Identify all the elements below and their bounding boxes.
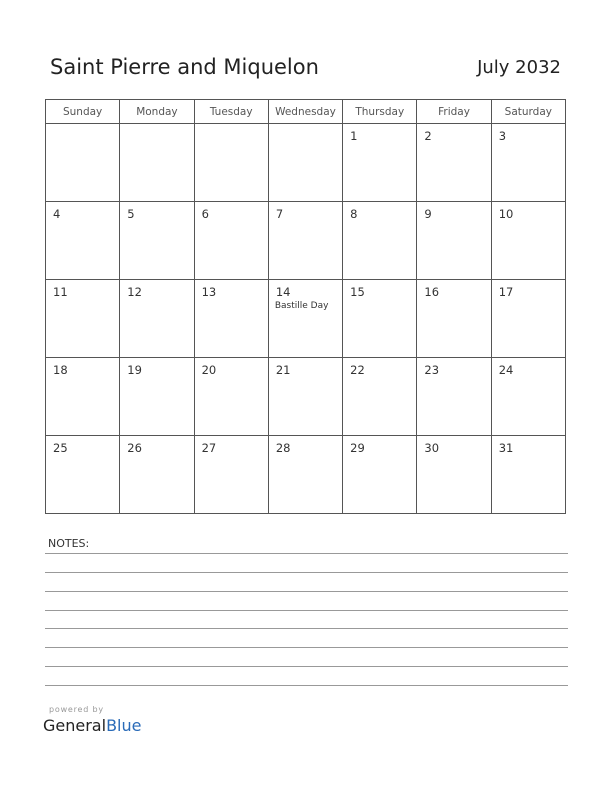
- week-row: [46, 358, 566, 436]
- day-cell: [194, 436, 268, 514]
- day-number: 22: [350, 363, 365, 377]
- day-number: 27: [201, 441, 217, 455]
- day-number: 23: [424, 363, 440, 377]
- notes-line: [45, 666, 568, 667]
- day-number: 16: [424, 285, 440, 299]
- day-number: 19: [127, 363, 142, 377]
- day-cell: [120, 202, 194, 280]
- weekday-sunday: Sunday: [46, 100, 120, 124]
- day-cell: [120, 436, 194, 514]
- notes-line: [45, 647, 568, 648]
- notes-line: [45, 572, 568, 573]
- notes-line: [45, 591, 568, 592]
- notes-line: [45, 553, 568, 554]
- calendar-grid: [45, 99, 566, 514]
- day-cell: [417, 280, 491, 358]
- day-number: 13: [201, 285, 217, 299]
- day-number: 30: [424, 441, 440, 455]
- day-number: 15: [350, 285, 365, 299]
- weekday-wednesday: Wednesday: [268, 100, 342, 124]
- day-cell: [343, 358, 417, 436]
- day-number: [120, 124, 193, 129]
- weekday-friday: Friday: [417, 100, 491, 124]
- day-cell: [194, 124, 268, 202]
- day-number: 6: [201, 207, 209, 221]
- day-cell: [343, 280, 417, 358]
- day-number: 2: [424, 129, 432, 143]
- day-cell: [46, 358, 120, 436]
- notes-line: [45, 628, 568, 629]
- day-cell: [194, 202, 268, 280]
- generalblue-logo: [43, 716, 141, 735]
- day-number: 21: [275, 363, 291, 377]
- day-cell: [343, 436, 417, 514]
- day-cell: [268, 124, 342, 202]
- day-number: 10: [498, 207, 514, 221]
- day-cell: [120, 280, 194, 358]
- powered-by-text: powered by: [49, 705, 104, 714]
- day-number: 14: [275, 285, 291, 299]
- day-cell: [491, 202, 565, 280]
- month-year: July 2032: [477, 57, 561, 78]
- day-number: 17: [498, 285, 514, 299]
- day-cell: [491, 280, 565, 358]
- day-cell: [46, 124, 120, 202]
- notes-line: [45, 685, 568, 686]
- day-number: 11: [53, 285, 68, 299]
- day-number: 26: [127, 441, 142, 455]
- day-cell: [46, 436, 120, 514]
- day-cell: [120, 358, 194, 436]
- day-cell: [417, 358, 491, 436]
- weekday-saturday: Saturday: [491, 100, 565, 124]
- day-cell: [120, 124, 194, 202]
- weekday-monday: Monday: [120, 100, 194, 124]
- week-row: [46, 202, 566, 280]
- week-row: [46, 436, 566, 514]
- day-number: 20: [201, 363, 217, 377]
- day-number: 1: [350, 129, 358, 143]
- day-number: 9: [424, 207, 432, 221]
- week-row: [46, 124, 566, 202]
- day-cell: [417, 124, 491, 202]
- day-cell: [491, 358, 565, 436]
- holiday-label: Bastille Day: [274, 301, 329, 311]
- weekday-thursday: Thursday: [343, 100, 417, 124]
- day-cell: [268, 436, 342, 514]
- day-number: 8: [350, 207, 358, 221]
- day-number: 24: [498, 363, 514, 377]
- day-number: [269, 124, 342, 129]
- day-cell: [268, 358, 342, 436]
- notes-label: NOTES:: [48, 537, 90, 550]
- weekday-tuesday: Tuesday: [194, 100, 268, 124]
- day-cell: [417, 202, 491, 280]
- day-number: 4: [53, 207, 61, 221]
- day-number: 5: [127, 207, 135, 221]
- week-row: [46, 280, 566, 358]
- day-number: 18: [53, 363, 68, 377]
- day-cell: [46, 280, 120, 358]
- day-number: 28: [275, 441, 291, 455]
- day-cell: [268, 202, 342, 280]
- day-cell: [46, 202, 120, 280]
- day-cell: [491, 124, 565, 202]
- day-cell: [194, 358, 268, 436]
- day-cell: [268, 280, 342, 358]
- day-number: 3: [498, 129, 507, 143]
- logo-general-text: General: [43, 716, 107, 735]
- page-title: Saint Pierre and Miquelon: [50, 55, 319, 79]
- day-cell: [417, 436, 491, 514]
- notes-line: [45, 610, 568, 611]
- weekday-header-row: [46, 100, 566, 124]
- day-cell: [491, 436, 565, 514]
- day-cell: [194, 280, 268, 358]
- day-number: 25: [53, 441, 68, 455]
- day-number: 7: [275, 207, 284, 221]
- logo-blue-text: Blue: [106, 716, 142, 735]
- day-number: [46, 124, 119, 129]
- day-number: 31: [498, 441, 514, 455]
- day-number: [195, 124, 268, 129]
- day-cell: [343, 124, 417, 202]
- day-number: 12: [127, 285, 142, 299]
- day-cell: [343, 202, 417, 280]
- day-number: 29: [350, 441, 365, 455]
